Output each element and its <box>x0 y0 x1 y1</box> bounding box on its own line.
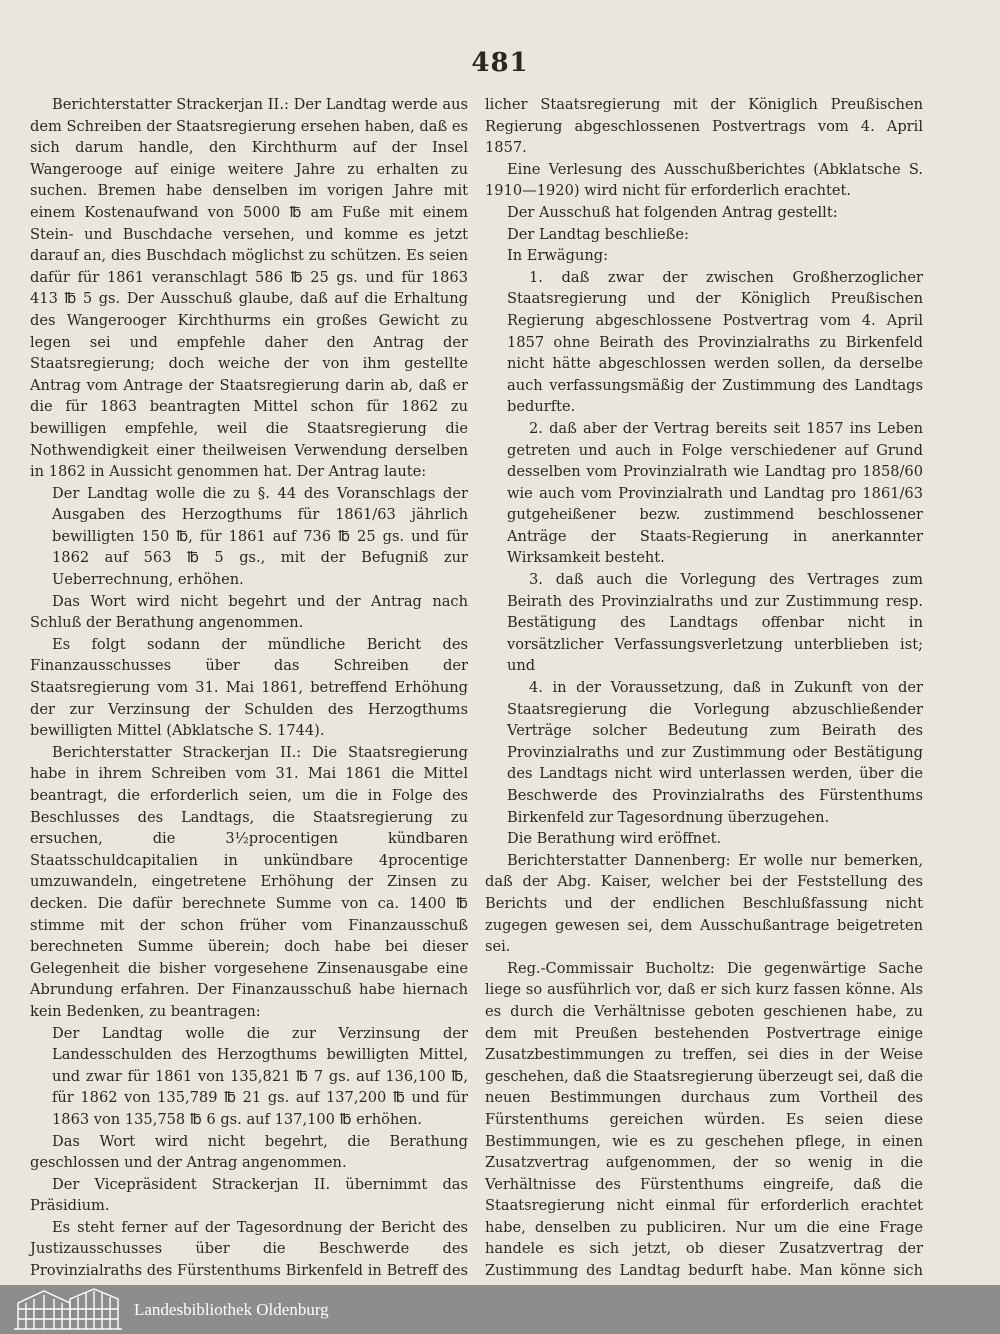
paragraph: 2. daß aber der Vertrag bereits seit 1857 ins Leben getreten und auch in Folge verschiedener auf Grund desselben vom Provinzialrath wie Landtag pro 1858/60 wie auch vom Provinzialrath und Landtag pro 1861/63 gutgeheißener bezw. zustimmend beschlossener Anträge der Staats-Regierung in anerkannter Wirksamkeit besteht. <box>507 419 923 567</box>
paragraph: licher Staatsregierung mit der Königlich Preußischen Regierung abgeschlossenen Postvertrags vom 4. April 1857. <box>485 96 923 157</box>
paragraph: Berichterstatter Dannenberg: Er wolle nur bemerken, daß der Abg. Kaiser, welcher bei der Feststellung des Berichts und der endlichen Beschlußfassung nicht zugegen gewesen sei, dem Ausschußantrage beigetreten sei. <box>485 851 923 956</box>
paragraph: Der Landtag beschließe: <box>507 225 689 243</box>
paragraph: Der Landtag wolle die zu §. 44 des Voranschlags der Ausgaben des Herzogthums für 1861/63 jährlich bewilligten 150 ℔, für 1861 auf 736 ℔ 25 gs. und für 1862 auf 563 ℔ 5 gs., mit der Befugniß zur Ueberrechnung, erhöhen. <box>52 484 468 589</box>
paragraph: Der Vicepräsident Strackerjan II. übernimmt das Präsidium. <box>30 1175 468 1215</box>
paragraph: Es folgt sodann der mündliche Bericht des Finanzausschusses über das Schreiben der Staatsregierung vom 31. Mai 1861, betreffend Erhöhung der zur Verzinsung der Schulden des Herzogthums bewilligten Mittel (Abklatsche S. 1744). <box>30 635 468 740</box>
paragraph: 4. in der Voraussetzung, daß in Zukunft von der Staatsregierung die Vorlegung abzuschließender Verträge solcher Bedeutung zum Beirath des Provinzialraths und zur Zustimmung oder Bestätigung des Landtags nicht wird unterlassen werden, über die Beschwerde des Provinzialraths des Fürstenthums Birkenfeld zur Tagesordnung überzugehen. <box>507 679 923 826</box>
paragraph: Der Ausschuß hat folgenden Antrag gestellt: <box>507 203 838 221</box>
paragraph: Der Landtag wolle die zur Verzinsung der Landesschulden des Herzogthums bewilligten Mittel, und zwar für 1861 von 135,821 ℔ 7 gs. auf 136,100 ℔, für 1862 von 135,789 ℔ 21 gs. auf 137,200 ℔ und für 1863 von 135,758 ℔ 6 gs. auf 137,100 ℔ erhöhen. <box>52 1024 468 1128</box>
paragraph: Berichterstatter Strackerjan II.: Der Landtag werde aus dem Schreiben der Staatsregierung ersehen haben, daß es sich darum handle, den Kirchthurm auf der Insel Wangerooge auf einige weitere Jahre zu erhalten zu suchen. Bremen habe denselben im vorigen Jahre mit einem Kostenaufwand von 5000 ℔ am Fuße mit einem Stein- und Buschdache versehen, und komme es jetzt darauf an, dies Buschdach möglichst zu schützen. Es seien dafür für 1861 veranschlagt 586 ℔ 25 gs. und für 1863 413 ℔ 5 gs. Der Ausschuß glaube, daß auf die Erhaltung des Wangerooger Kirchthurms ein großes Gewicht zu legen sei und empfehle daher den Antrag der Staatsregierung; doch weiche der von ihm gestellte Antrag vom Antrage der Staatsregierung darin ab, daß er die für 1863 beantragten Mittel schon für 1862 zu bewilligen empfehle, weil die Staatsregierung die Nothwendigkeit einer theilweisen Verwendung derselben in 1862 in Aussicht genommen hat. Der Antrag laute: <box>30 96 468 481</box>
footer-label: Landesbibliothek Oldenburg <box>134 1299 329 1319</box>
footer-bar <box>0 1285 1000 1334</box>
paragraph: 3. daß auch die Vorlegung des Vertrages zum Beirath des Provinzialraths und zur Zustimmung resp. Bestätigung des Landtags offenbar nicht in vorsätzlicher Verfassungsverletzung unterblieben ist; und <box>507 571 923 675</box>
paragraph: Es steht ferner auf der Tagesordnung der Bericht des Justizausschusses über die Beschwerde des Provinzialraths des Fürstenthums Birkenfeld in Betreff des <box>30 1218 468 1280</box>
library-building-icon <box>14 1285 122 1334</box>
paragraph: Das Wort wird nicht begehrt und der Antrag nach Schluß der Berathung angenommen. <box>30 592 468 632</box>
left-column <box>30 94 468 1303</box>
right-column <box>485 94 923 1325</box>
paragraph: Eine Verlesung des Ausschußberichtes (Abklatsche S. 1910—1920) wird nicht für erforderlich erachtet. <box>485 160 923 200</box>
paragraph: Berichterstatter Strackerjan II.: Die Staatsregierung habe in ihrem Schreiben vom 31. Mai 1861 die Mittel beantragt, die erforderlich seien, um die in Folge des Beschlusses des Landtags, die Staatsregierung zu ersuchen, die 3½procentigen kündbaren Staatsschuldcapitalien in unkündbare 4procentige umzuwandeln, eingetretene Erhöhung der Zinsen zu decken. Die dafür berechnete Summe von ca. 1400 ℔ stimme mit der schon früher vom Finanzausschuß berechneten Summe überein; doch habe bei dieser Gelegenheit die bisher vorgesehene Zinsenausgabe eine Abrundung erfahren. Der Finanzausschuß habe hiernach kein Bedenken, zu beantragen: <box>30 743 468 1020</box>
paragraph: 1. daß zwar der zwischen Großherzoglicher Staatsregierung und der Königlich Preußischen Regierung abgeschlossene Postvertrag vom 4. April 1857 ohne Beirath des Provinzialraths zu Birkenfeld nicht hätte abgeschlossen werden sollen, da derselbe auch verfassungsmäßig der Zustimmung des Landtags bedurfte. <box>507 268 923 416</box>
paragraph: Die Berathung wird eröffnet. <box>507 830 722 848</box>
page-number: 481 <box>471 48 529 78</box>
paragraph: In Erwägung: <box>507 247 609 265</box>
paragraph: Reg.-Commissair Bucholtz: Die gegenwärtige Sache liege so ausführlich vor, daß er sich kurz fassen könne. Als es durch die Verhältnisse geboten geschienen habe, zu dem mit Preußen bestehenden Postvertrage einige Zusatzbestimmungen zu treffen, sei dies in der Weise geschehen, daß die Staatsregierung überzeugt sei, daß die neuen Bestimmungen durchaus zum Vortheil des Fürstenthums gereichen würden. Es seien diese Bestimmungen, wie es zu geschehen pflege, in einen Zusatzvertrag aufgenommen, der so wenig in die Verhältnisse des Fürstenthums eingreife, daß die Staatsregierung nicht einmal für erforderlich erachtet habe, denselben zu publiciren. Nur um die eine Frage handele es sich jetzt, ob dieser Zusatzvertrag der Zustimmung des Landtag bedurft habe. Man könne sich <box>485 959 923 1280</box>
paragraph: Das Wort wird nicht begehrt, die Berathung geschlossen und der Antrag angenommen. <box>30 1132 468 1172</box>
